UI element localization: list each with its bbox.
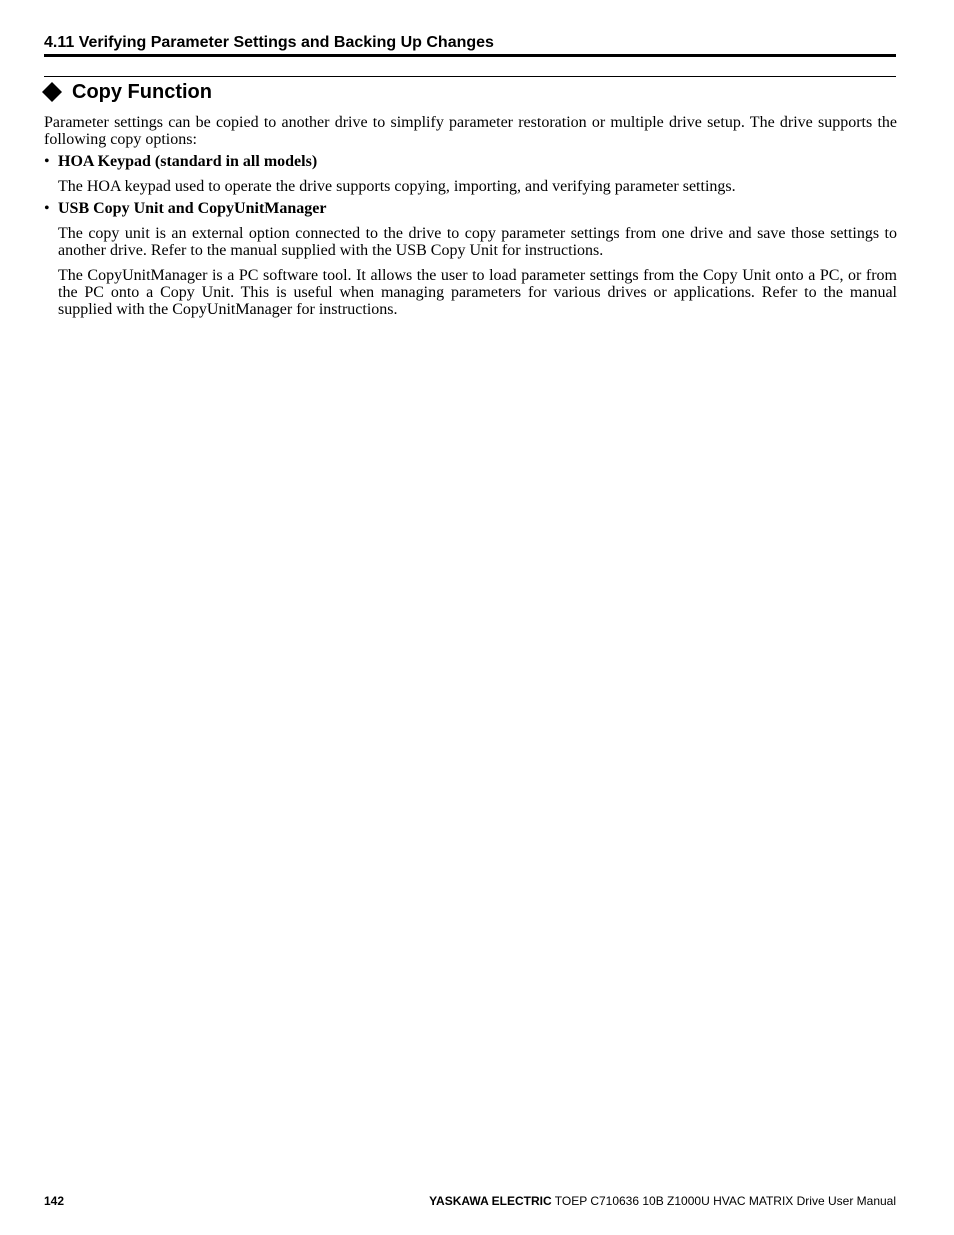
header-rule-thick (44, 54, 896, 57)
usb-copy-unit-description: The copy unit is an external option connected to the drive to copy parameter settings from one drive and save those settings to another drive. Refer to the manual supplied with the USB Copy Unit for instructions. (58, 225, 897, 259)
running-header-title: 4.11 Verifying Parameter Settings and Backing Up Changes (44, 34, 494, 51)
list-item-label: USB Copy Unit and CopyUnitManager (58, 200, 327, 217)
section-heading (42, 80, 212, 104)
copyunitmanager-description: The CopyUnitManager is a PC software tool. It allows the user to load parameter settings from the Copy Unit onto a PC, or from the PC onto a Copy Unit. This is useful when managing parameters for various drives or applications. Refer to the manual supplied with the CopyUnitManager for instructions. (58, 267, 897, 318)
bullet-marker: • (44, 200, 50, 217)
hoa-keypad-description: The HOA keypad used to operate the drive supports copying, importing, and verifying parameter settings. (58, 178, 736, 195)
section-heading-text: Copy Function (72, 80, 212, 103)
diamond-icon (42, 82, 62, 102)
list-item-label: HOA Keypad (standard in all models) (58, 153, 318, 170)
intro-paragraph: Parameter settings can be copied to another drive to simplify parameter restoration or multiple drive setup. The drive supports the following copy options: (44, 114, 897, 148)
page-number: 142 (44, 1194, 65, 1208)
bullet-marker: • (44, 153, 50, 170)
footer-document-title: TOEP C710636 10B Z1000U HVAC MATRIX Drive User Manual (554, 1194, 896, 1208)
header-rule-thin (44, 76, 896, 77)
footer-brand: YASKAWA ELECTRIC (429, 1194, 552, 1208)
footer-document-info (429, 1194, 896, 1208)
list-item-hoa-keypad (44, 153, 317, 171)
list-item-usb-copy-unit (44, 200, 326, 218)
